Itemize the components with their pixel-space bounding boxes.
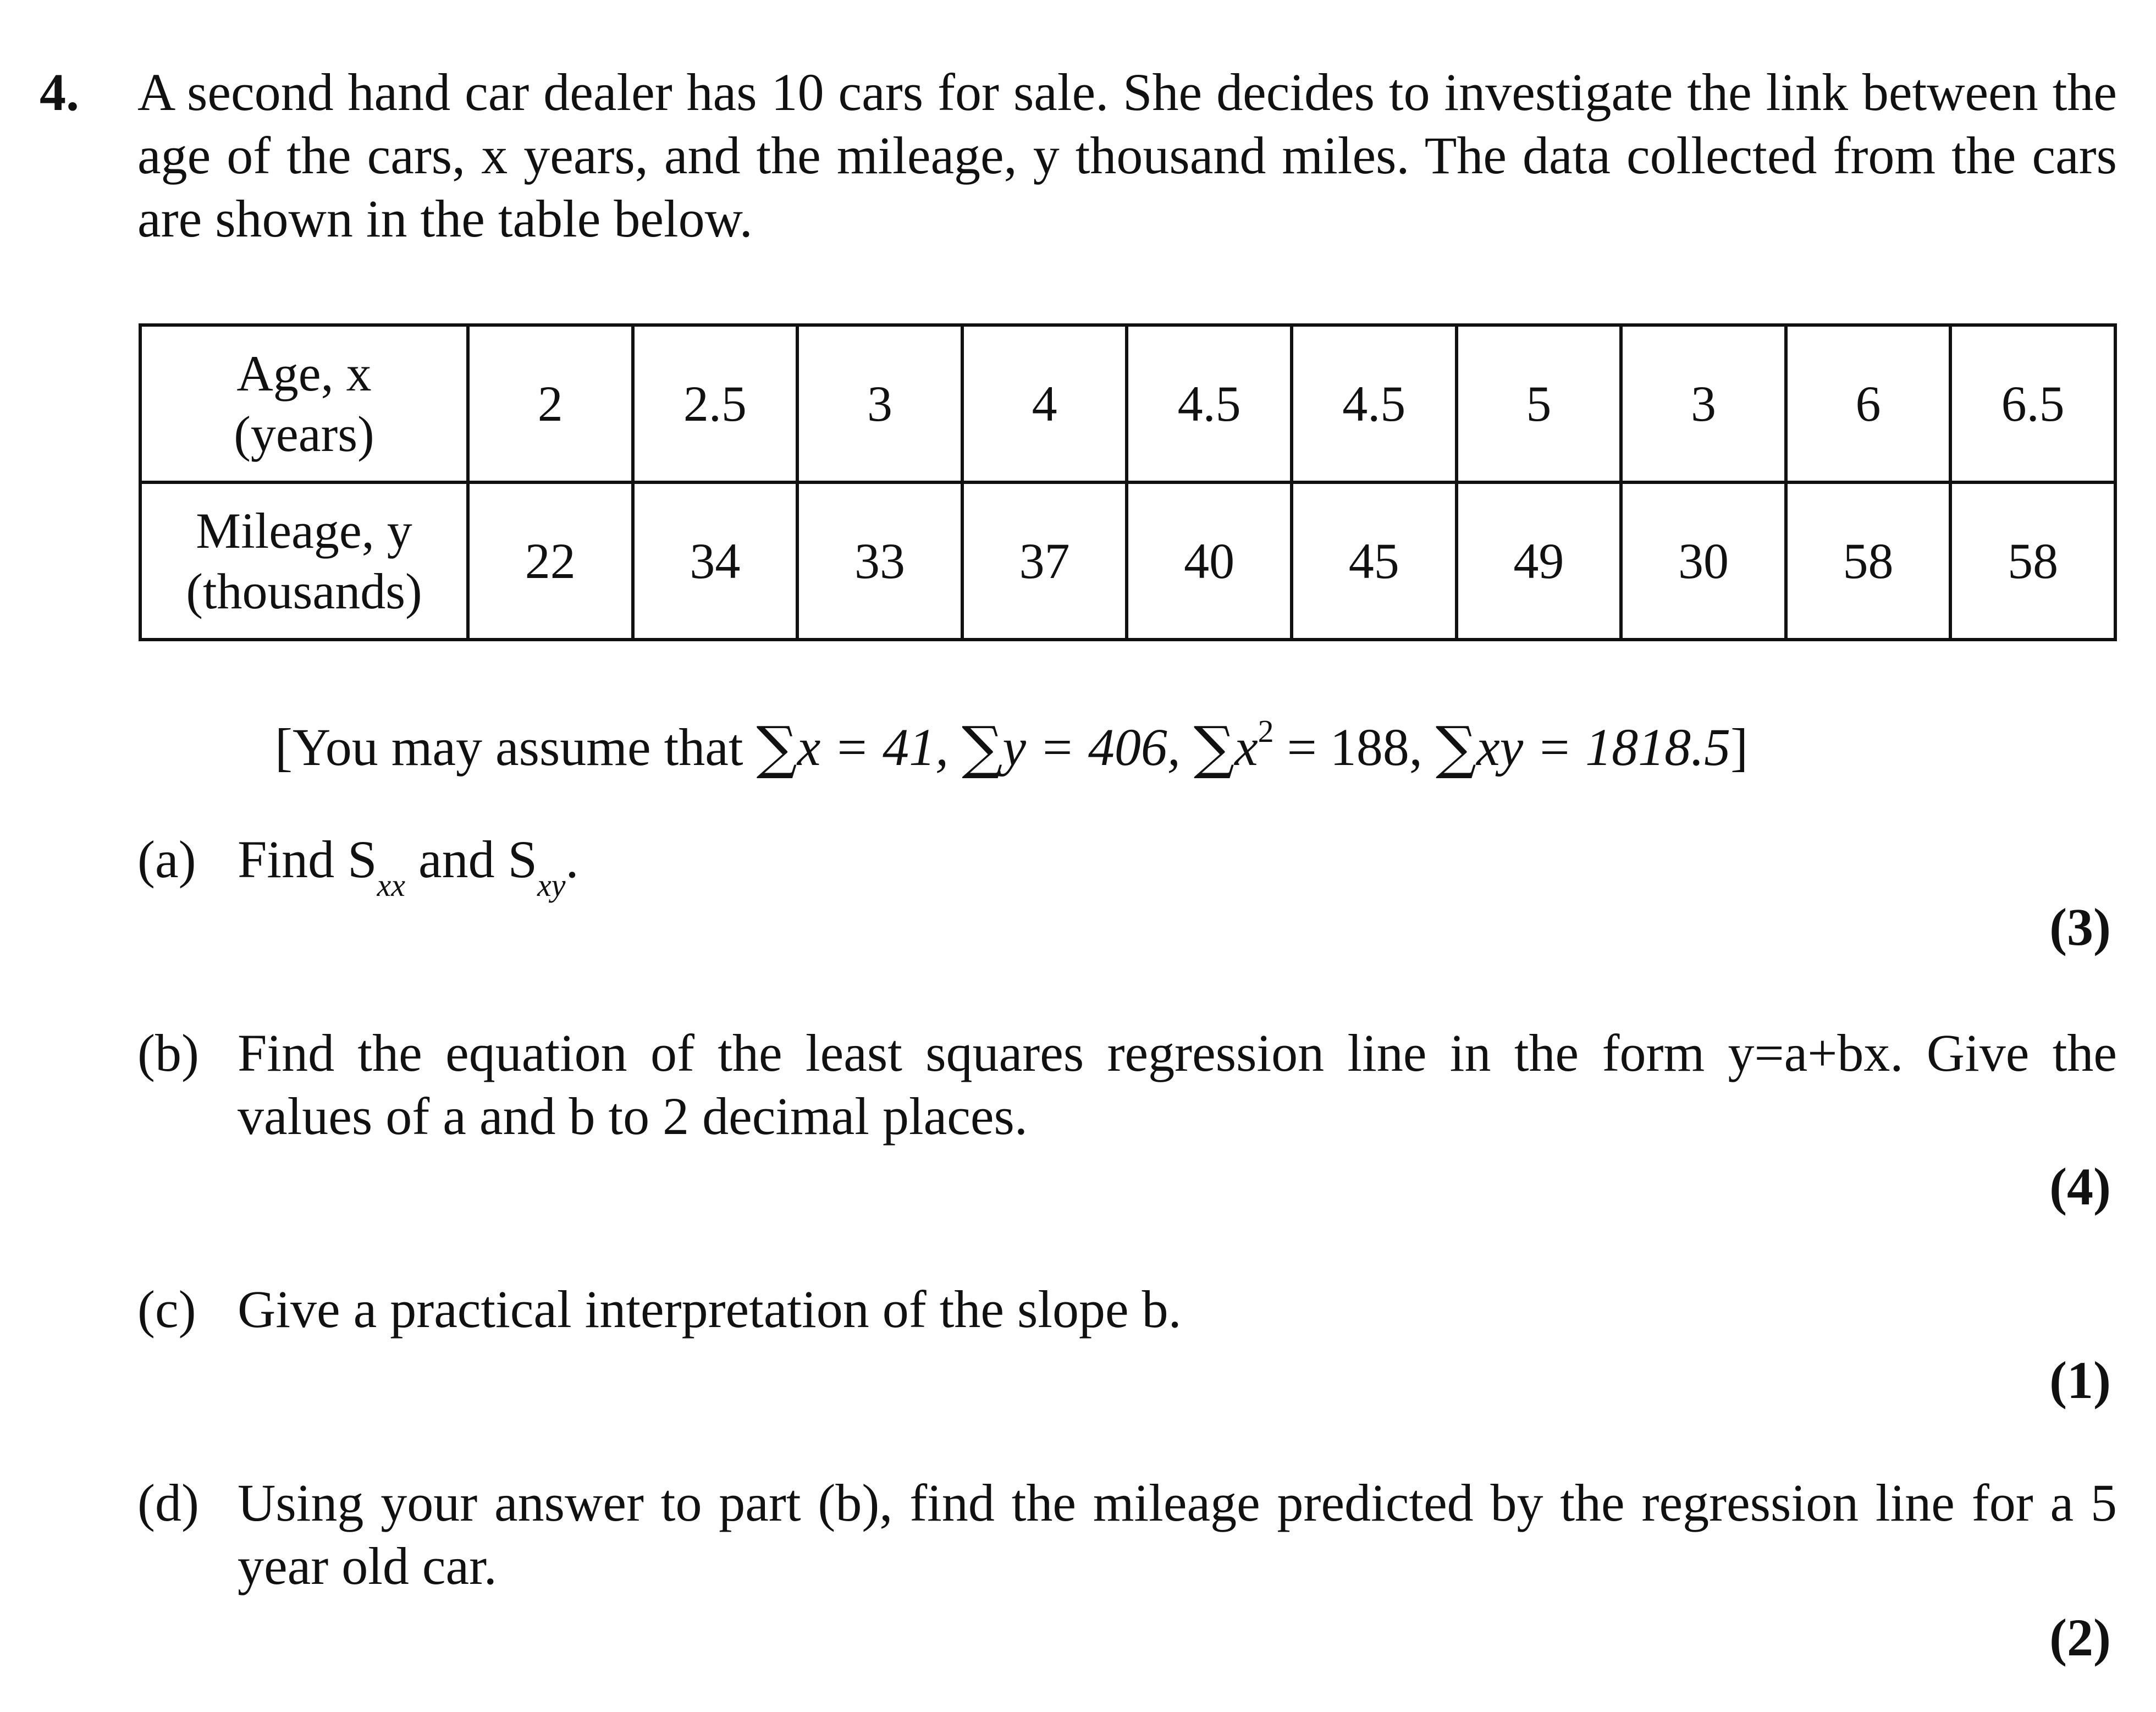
age-cell: 6.5 (1950, 325, 2115, 482)
question-intro-text: A second hand car dealer has 10 cars for sale. She decides to investigate the link between the age of the cars, x years, and the mileage, y thousand miles. The data collected from the cars are shown in the table below. (137, 63, 2117, 248)
part-b-marks: (4) (2049, 1157, 2111, 1216)
part-a-text-pre: Find S (238, 830, 377, 889)
mileage-cell: 58 (1786, 482, 1951, 640)
mileage-unit: (thousands) (186, 563, 422, 619)
age-cell: 4.5 (1127, 325, 1292, 482)
mileage-cell: 45 (1292, 482, 1457, 640)
part-d-label: (d) (137, 1473, 199, 1532)
mileage-cell: 33 (797, 482, 962, 640)
sum-x: x = 41, (797, 718, 949, 777)
sum-y: y = 406, (1002, 718, 1181, 777)
mileage-cell: 30 (1621, 482, 1786, 640)
data-table (139, 323, 2117, 641)
part-b-text-body: Find the equation of the least squares regression line in the form y=a+bx. Give the values of a and b to 2 decimal places. (238, 1023, 2117, 1146)
mileage-cell: 58 (1950, 482, 2115, 640)
summary-statistics (275, 696, 1748, 783)
part-c-text-body: Give a practical interpretation of the slope b. (238, 1280, 1182, 1339)
part-b-text (238, 1021, 2117, 1148)
age-cell: 6 (1786, 325, 1951, 482)
age-cell: 2.5 (633, 325, 798, 482)
mileage-row (140, 482, 2115, 640)
mileage-cell: 34 (633, 482, 798, 640)
part-d-text-body: Using your answer to part (b), find the mileage predicted by the regression line for a 5 year old car. (238, 1473, 2117, 1595)
age-cell: 4.5 (1292, 325, 1457, 482)
mileage-label: Mileage, y (196, 503, 412, 559)
sum-x2-base: x (1234, 718, 1258, 777)
age-row (140, 325, 2115, 482)
age-cell: 2 (468, 325, 633, 482)
age-unit: (years) (234, 406, 374, 462)
sigma-icon: ∑ (1435, 714, 1477, 781)
part-a-sub-xy: xy (537, 867, 566, 903)
part-a-text (238, 828, 2117, 917)
part-d (137, 1471, 2117, 1598)
sigma-icon: ∑ (1193, 714, 1235, 781)
age-cell: 3 (1621, 325, 1786, 482)
age-cell: 4 (962, 325, 1127, 482)
mileage-cell: 40 (1127, 482, 1292, 640)
part-d-text (238, 1471, 2117, 1598)
mileage-cell: 22 (468, 482, 633, 640)
part-c-marks: (1) (2049, 1351, 2111, 1410)
sigma-icon: ∑ (962, 714, 1003, 781)
part-a-text-mid: and S (405, 830, 537, 889)
age-label: Age, x (236, 345, 372, 401)
part-c-label: (c) (137, 1280, 196, 1339)
part-a-text-end: . (565, 830, 579, 889)
part-a (137, 828, 2117, 917)
part-b (137, 1021, 2117, 1148)
age-cell: 5 (1457, 325, 1622, 482)
part-a-marks: (3) (2049, 898, 2111, 956)
part-b-label: (b) (137, 1023, 199, 1082)
sum-x2-value: = 188, (1273, 718, 1422, 777)
age-row-header (140, 325, 468, 482)
sums-prefix: [You may assume that (275, 718, 743, 777)
part-c (137, 1278, 2117, 1341)
age-cell: 3 (797, 325, 962, 482)
mileage-cell: 37 (962, 482, 1127, 640)
sums-suffix: ] (1730, 718, 1749, 777)
mileage-row-header (140, 482, 468, 640)
sum-xy: xy = 1818.5 (1476, 718, 1731, 777)
part-a-label: (a) (137, 830, 196, 889)
question-number: 4. (40, 63, 79, 122)
mileage-cell: 49 (1457, 482, 1622, 640)
part-a-sub-xx: xx (377, 867, 405, 903)
sigma-icon: ∑ (756, 714, 797, 781)
part-c-text (238, 1278, 2117, 1341)
part-d-marks: (2) (2049, 1608, 2111, 1667)
question-intro (137, 60, 2117, 250)
sum-x2-exponent: 2 (1258, 713, 1274, 749)
